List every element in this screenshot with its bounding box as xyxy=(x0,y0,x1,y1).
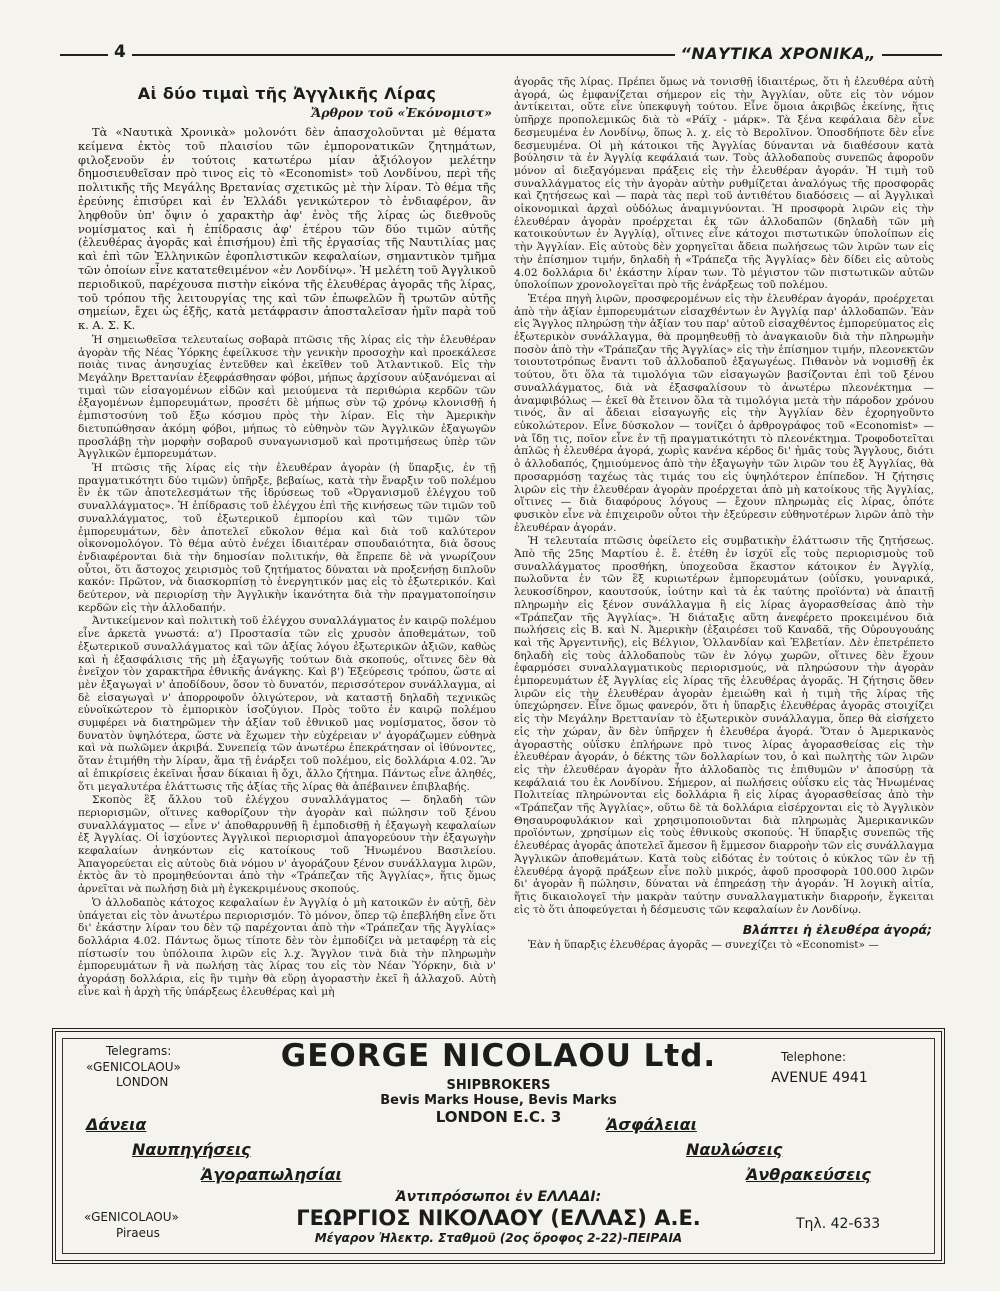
piraeus-city: Piraeus xyxy=(116,1226,160,1240)
greece-representatives-label: Ἀντιπρόσωποι ἐν ΕΛΛΑΔΙ: xyxy=(395,1189,602,1205)
left-paragraph: Ἀντικείμενον καὶ πολιτικὴ τοῦ ἐλέγχου συναλλάγματος ἐν καιρῷ πολέμου εἶνε ἀρκετὰ γνωστά: α') Προστασία τῶν εἰς χρυσὸν ἀποθεμάτων, τοῦ ἐξωτερικοῦ συναλλάγματος καὶ τῶν ἀξίας λόγου ἐξωτερικῶν ἀξιῶν, καθὼς καὶ ἡ ἐξασφάλισις τῆς μὴ ἐξαγωγῆς τούτων διὰ σκοπούς, οἵτινες δὲν θὰ ἐνεῖχον τὸν χαρακτῆρα ἐθνικῆς ἀνάγκης. Καὶ β') Ἐξεύρεσις τρόπου, ὥστε αἱ μὲν ἐξαγωγαὶ ν' ἀποδίδουν, ὅσον τὸ δυνατόν, περισσότερον συνάλλαγμα, αἱ δὲ εἰσαγωγαὶ ν' ἀπορροφοῦν ὀλιγώτερον, νὰ καταστῇ δηλαδὴ τεχνικῶς εὐνοϊκώτερον τὸ ἐμπορικὸν ἰσοζύγιον. Πρὸς τοῦτο ἐν καιρῷ πολέμου συμφέρει νὰ διατηρῶμεν τὴν ἀξίαν τοῦ ἐθνικοῦ μας νομίσματος, ὅσον τὸ δυνατὸν ὑψηλότερα, ὥστε νὰ ἔχωμεν τὴν εὐχέρειαν ν' ἀγοράζωμεν εὐθηνὰ καὶ νὰ πωλῶμεν ἀκριβά. Συνεπείᾳ τῶν ἀνωτέρω ἐπεκράτησαν οἱ ἰθύνοντες, ὅταν ἐτιμήθη τὴν λίραν, ἅμα τῇ ἐνάρξει τοῦ πολέμου, εἰς δολλάρια 4.02. Ἂν αἱ ἐπικρίσεις ἐκεῖναι ἦσαν δίκαιαι ἢ ὄχι, ἄλλο ζήτημα. Πάντως εἶνε ἀληθές, ὅτι μεγαλυτέρα ἐλάττωσις τῆς ἀξίας τῆς λίρας θὰ ἀπέβαινεν ἐπιβλαβής. xyxy=(78,615,496,793)
telegrams-city: LONDON xyxy=(116,1075,169,1089)
greece-telephone: Τηλ. 42-633 xyxy=(796,1216,881,1232)
telephone-number: AVENUE 4941 xyxy=(771,1070,868,1086)
page-number: 4 xyxy=(108,42,132,62)
piraeus-telegrams-code: «GENICOLAOU» xyxy=(84,1210,179,1224)
article-title: Αἱ δύο τιμαὶ τῆς Ἀγγλικῆς Λίρας xyxy=(137,84,437,103)
closing-line: Ἐὰν ἡ ὕπαρξις ἐλευθέρας ἀγορᾶς — συνεχίζει τὸ «Economist» — xyxy=(528,939,879,952)
company-address: Bevis Marks House, Bevis Marks xyxy=(380,1093,617,1108)
service-chartering: Ναυλώσεις xyxy=(686,1140,783,1159)
right-paragraph: ἀγορᾶς τῆς λίρας. Πρέπει ὅμως νὰ τονισθῇ ἰδιαιτέρως, ὅτι ἡ ἐλευθέρα αὐτὴ ἀγορά, ὡς ἐμφανίζεται σήμερον εἰς τὴν Ἀγγλίαν, οὔτε εἰς τὸν νόμον ἀντίκειται, οὔτε εἶνε ὑπεκφυγὴ τούτου. Εἶνε ὅμοια ἀκριβῶς ἐκείνης, ἥτις ὑπῆρχε προπολεμικῶς διὰ τὸ «Ράϊχ - μάρκ». Τὰ ξένα κεφάλαια δὲν εἶνε δεσμευμένα ἐν Λονδίνῳ, ὅπως λ. χ. εἰς τὸ Βερολῖνον. Ὁποσδήποτε δὲν εἶνε δεσμευμένα. Οἱ μὴ κάτοικοι τῆς Ἀγγλίας δύνανται νὰ διαθέσουν κατὰ βούλησιν τὰ ἐν Ἀγγλίᾳ κεφάλαιά των. Τοὺς ἀλλοδαποὺς συνεπῶς ἀφοροῦν μόνον αἱ διεξαγόμεναι πράξεις εἰς τὴν ἐλευθέραν ἀγοράν. Ἡ τιμὴ τοῦ συναλλάγματος εἰς τὴν ἀγορὰν αὐτὴν ρυθμίζεται ἀναλόγως τῆς προσφορᾶς καὶ ζητήσεως καὶ — παρὰ τὰς περὶ τοῦ ἀντιθέτου διαδόσεις — αἱ Ἀγγλικαὶ οἰκονομικαὶ ἀρχαὶ οὐδόλως ἀναμιγνύονται. Ἡ προσφορὰ λιρῶν εἰς τὴν ἐλευθέραν ἀγορὰν προέρχεται ἐκ τῶν ἀλλοδαπῶν (δηλαδὴ τῶν μὴ κατοικούντων ἐν Ἀγγλίᾳ), οἵτινες εἶνε κάτοχοι πιστωτικῶν ὑπολοίπων εἰς τὴν Ἀγγλίαν. Εἰς αὐτοὺς δὲν χορηγεῖται ἄδεια πωλήσεως τῶν λιρῶν των εἰς τὴν ἐπίσημον τιμήν, δηλαδὴ ἡ «Τράπεζα τῆς Ἀγγλίας» δὲν δίδει εἰς αὐτοὺς 4.02 δολλάρια δι' ἑκάστην λίραν των. Τὸ μέγιστον τῶν πιστωτικῶν αὐτῶν ὑπολοίπων χρονολογεῖται πρὸ τῆς ἐνάρξεως τοῦ πολέμου. xyxy=(514,76,934,292)
greece-address: Μέγαρον Ἠλεκτρ. Σταθμοῦ (2ος ὄροφος 2-22)-ΠΕΙΡΑΙΑ xyxy=(314,1231,683,1245)
article-subtitle: Ἄρθρον τοῦ «Ἐκόνομιστ» xyxy=(310,105,492,120)
telegrams-code: «GENICOLAOU» xyxy=(86,1060,181,1074)
advertisement-box xyxy=(52,1028,945,1264)
masthead: “ΝΑΥΤΙΚΑ ΧΡΟΝΙΚΑ„ xyxy=(675,44,882,63)
company-city: LONDON E.C. 3 xyxy=(435,1108,562,1126)
service-loans: Δάνεια xyxy=(86,1115,147,1134)
service-insurance: Ἀσφάλειαι xyxy=(606,1115,697,1134)
article-intro: Τὰ «Ναυτικὰ Χρονικὰ» μολονότι δὲν ἀπασχολοῦνται μὲ θέματα κείμενα ἐκτὸς τοῦ πλαισίου τῶν ἐμπορονατικῶν ζητημάτων, φιλοξενοῦν ἐν τούτοις κατωτέρω μίαν ἀξιόλογον μελέτην δημοσιευθεῖσαν πρὸ τινος εἰς τὸ «Economist» τοῦ Λονδίνου, περὶ τῆς πολιτικῆς τῆς Μεγάλης Βρετανίας σχετικῶς μὲ τὴν λίραν. Τὸ θέμα τῆς ἐρεύνης ἐπισύρει καὶ ἐν Ἑλλάδι γενικώτερον τὸ ἐνδιαφέρον, ἂν ληφθοῦν ὑπ' ὄψιν ὁ χαρακτὴρ ἀφ' ἑνὸς τῆς λίρας ὡς διεθνοῦς νομίσματος καὶ ἡ ἐπίδρασις ἀφ' ἑτέρου τῶν δύο τιμῶν αὐτῆς (ἐλευθέρας ἀγορᾶς καὶ ἐπισήμου) ἐπὶ τῆς ἐργασίας τῆς Ναυτιλίας μας καὶ ἐπὶ τῶν Ἑλληνικῶν ἐφοπλιστικῶν κεφαλαίων, σημαντικὸν τμῆμα τῶν ὁποίων εἶνε κατατεθειμένον «ἐν Λονδίνῳ». Ἡ μελέτη τοῦ Ἀγγλικοῦ περιοδικοῦ, παρέχουσα πιστὴν εἰκόνα τῆς ἐλευθέρας ἀγορᾶς τῆς λίρας, τοῦ τρόπου τῆς λειτουργίας της καὶ τῶν ἐπωφελῶν ἢ τρωτῶν αὐτῆς σημείων, ἔχει ὡς ἑξῆς, κατὰ μετάφρασιν ἀποσταλεῖσαν ἡμῖν παρὰ τοῦ κ. Α. Σ. Κ. xyxy=(78,125,496,333)
right-paragraph: Ἡ τελευταία πτῶσις ὀφείλετο εἰς συμβατικὴν ἐλάττωσιν τῆς ζητήσεως. Ἀπὸ τῆς 25ης Μαρτίου ἐ. ἔ. ἐτέθη ἐν ἰσχύϊ εἷς τοὺς περιορισμοὺς τοῦ συναλλάγματος προσθήκη, ὑποχεοῦσα ἕκαστον κάτοικον ἐν Ἀγγλίᾳ, πωλοῦντα ἐν τῶν ἓξ κυριωτέρων ἐμπορευμάτων (οὐΐσκυ, γουναρικά, λευκοσίδηρον, καουτσούκ, ἰούτην καὶ τὰ ἐκ ταύτης προϊόντα) νὰ ἀπαιτῇ πληρωμὴν εἰς ξένον συνάλλαγμα ἢ εἰς λίρας ἀγορασθείσας ἀπὸ τὴν «Τράπεζαν τῆς Ἀγγλίας». Ἡ διάταξις αὕτη ἀνεφέρετο προκειμένου διὰ πωλήσεις εἰς Β. καὶ Ν. Ἀμερικὴν (ἐξαιρέσει τοῦ Καναδᾶ, τῆς Οὐρουγουάης καὶ τῆς Ἀργεντινῆς), εἰς Βέλγιον, Ὁλλανδίαν καὶ Ἑλβετίαν. Δὲν ἐπετρέπετο δηλαδὴ εἰς τοὺς ἀλλοδαποὺς τῶν ἐν λόγῳ χωρῶν, οἵτινες δὲν ἔχουν ἐφαρμόσει συναλλαγματικοὺς περιορισμούς, νὰ πληρώσουν τὴν ἀγορὰν ἐμπορευμάτων ἐξ Ἀγγλίας εἰς λίρας τῆς ἐλευθέρας ἀγορᾶς. Ἡ ζήτησις ὅθεν λιρῶν εἰς τὴν ἐλευθέραν ἀγορὰν ἐμειώθη καὶ ἡ τιμὴ τῆς λίρας τῆς ὑπεχώρησεν. Εἶνε ὅμως φανερόν, ὅτι ἡ ὕπαρξις ἐλευθέρας ἀγορᾶς στοιχίζει εἰς τὴν Μεγάλην Βρεττανίαν τὸ ἐξωτερικὸν συνάλλαγμα, ὅπερ θὰ εἰσήχετο εἰς τὴν χώραν, ἂν δὲν ὑπῆρχεν ἡ ἐλευθέρα ἀγορά. Ὅταν ὁ Ἀμερικανὸς ἀγοραστὴς οὐΐσκυ ἐπλήρωνε πρὸ τινος λίρας ἀγορασθείσας εἰς τὴν ἐλευθέραν ἀγοράν, ὁ δέκτης τῶν δολλαρίων του, ὁ καὶ πωλητὴς τῶν λιρῶν εἰς τὴν ἐλευθέραν ἀγορὰν ἦτο ἀλλοδαπὸς τις ἐπιθυμῶν ν' ἀποσύρῃ τὰ κεφάλαιά του ἐκ Λονδίνου. Σήμερον, αἱ πωλήσεις οὐΐσκυ εἰς τὰς Ἡνωμένας Πολιτείας πληρώνονται εἰς δολλάρια ἢ εἰς λίρας ἀγορασθείσας ἀπὸ τὴν «Τράπεζαν τῆς Ἀγγλίας», οὕτω δὲ τὰ δολλάρια εἰσέρχονται εἰς τὸ Ἀγγλικὸν Θησαυροφυλάκιον καὶ χρησιμοποιοῦνται διὰ πληρωμὰς Ἀμερικανικῶν προϊόντων, χρησίμων εἰς τοὺς ἐθνικοὺς σκοπούς. Ἡ ὕπαρξις συνεπῶς τῆς ἐλευθέρας ἀγορᾶς ἀποτελεῖ ἄμεσον ἢ ἔμμεσον διαρροὴν τῶν εἰς συνάλλαγμα Ἀγγλικῶν ἀποθεμάτων. Κατὰ τοὺς εἰδότας ἐν τούτοις ὁ κύκλος τῶν ἐν τῇ ἐλευθέρᾳ ἀγορᾷ πράξεων εἶνε πολὺ μικρός, ἀφοῦ προσφορὰ 100.000 λιρῶν δι' ἀγορὰν ἢ πώλησιν, δύναται νὰ ἐπηρεάσῃ τὴν ἀγοράν. Ἡ λογικὴ αἰτία, ἥτις δικαιολογεῖ τὴν μακρὰν ταύτην συναλλαγματικὴν διαρροήν, ἔγκειται εἰς τὸ ὅτι ἀποφεύγεται ἡ δέσμευσις τῶν κεφαλαίων ἐν Λονδίνῳ. xyxy=(514,535,934,916)
service-bunkering: Ἀνθρακεύσεις xyxy=(746,1165,871,1184)
business-type: SHIPBROKERS xyxy=(446,1078,551,1093)
left-paragraph: Σκοπὸς ἓξ ἄλλου τοῦ ἐλέγχου συναλλάγματος — δηλαδὴ τῶν περιορισμῶν, οἵτινες καθορίζουν τὴν ἀγορὰν καὶ πώλησιν τοῦ ξένου συναλλάγματος — εἶνε ν' ἀποθαρρυνθῇ ἢ ἐμποδισθῇ ἡ ἐξαγωγὴ κεφαλαίων ἐξ Ἀγγλίας. Οἱ ἰσχύοντες Ἀγγλικοὶ περιορισμοὶ ἀπαγορεύουν τὴν ἐξαγωγὴν κεφαλαίων ἀνηκόντων εἰς κατοίκους τοῦ Ἡνωμένου Βασιλείου. Ἀπαγορεύεται εἰς αὐτοὺς διὰ νόμου ν' ἀγοράζουν ξένον συνάλλαγμα λιρῶν, ἐκτὸς ἂν τὸ προμηθεύονται ἀπὸ τὴν «Τράπεζαν τῆς Ἀγγλίας», ἥτις ὅμως ἀρνεῖται νὰ πωλήσῃ διὰ μὴ ἐγκεκριμένους σκοπούς. xyxy=(78,794,496,896)
service-shipbuilding: Ναυπηγήσεις xyxy=(132,1140,251,1159)
section-heading: Βλάπτει ἡ ἐλευθέρα ἀγορά; xyxy=(742,922,932,938)
telegrams-label: Telegrams: xyxy=(106,1044,172,1058)
service-sales: Ἀγοραπωλησίαι xyxy=(201,1165,342,1184)
company-name: GEORGE NICOLAOU Ltd. xyxy=(280,1038,717,1074)
left-paragraph: Ἡ πτῶσις τῆς λίρας εἰς τὴν ἐλευθέραν ἀγορὰν (ἡ ὕπαρξις, ἐν τῇ πραγματικότητι δύο τιμῶν) ὑπῆρξε, βεβαίως, κατὰ τὴν ἔναρξιν τοῦ πολέμου ἓν ἐκ τῶν ἀποτελεσμάτων τῆς ἱδρύσεως τοῦ «Ὀργανισμοῦ ἐλέγχου τοῦ συναλλάγματος». Ἡ ἐπίδρασις τοῦ ἐλέγχου ἐπὶ τῆς κινήσεως τῶν τιμῶν τοῦ συναλλάγματος, τοῦ ἐξωτερικοῦ ἐμπορίου καὶ τῶν τιμῶν τῶν ἐμπορευμάτων, δὲν ἀποτελεῖ εὔκολον θέμα καὶ διὰ τοῦ καλύτερον οἰκονομολόγον. Τὸ θέμα αὐτὸ ἐνέχει ἰδιαιτέραν σπουδαιότητα, διὰ ὅσους ἐνδιαφέρονται διὰ τὴν δημοσίαν πολιτικήν, θὰ ἔπρεπε δὲ νὰ γνωρίζουν οὗτοι, ὅτι ἄστοχος χειρισμὸς τοῦ ζητήματος δύναται νὰ προξενήσῃ διπλοῦν κακόν: Πρῶτον, νὰ διασκορπίσῃ τὸ ἐνεργητικόν μας εἰς τὸ ἐξωτερικόν. Καὶ δεύτερον, νὰ περιορίσῃ τὴν Ἀγγλικὴν ἱκανότητα διὰ τὴν πραγματοποίησιν κερδῶν εἰς τὴν ἀλλοδαπήν. xyxy=(78,461,496,614)
page-header xyxy=(60,44,942,66)
right-paragraph: Ἑτέρα πηγὴ λιρῶν, προσφερομένων εἰς τὴν ἐλευθέραν ἀγοράν, προέρχεται ἀπὸ τὴν ἀξίαν ἐμπορευμάτων εἰσαχθέντων ἐν Ἀγγλίᾳ παρ' ἀλλοδαπῶν. Ἐὰν εἰς Ἄγγλος πληρώσῃ τὴν ἀξίαν του παρ' αὐτοῦ εἰσαχθέντος ἐμπορεύματος εἰς ἐξωτερικὸν συνάλλαγμα, θὰ προμηθευθῇ τὸ ἀναγκαιοῦν διὰ τὴν πληρωμὴν ποσὸν ἀπὸ τὴν «Τράπεζαν τῆς Ἀγγλίας» εἰς τὴν ἐπίσημον τιμήν, πλεονεκτῶν τοιουτοτρόπως ἔναντι τοῦ ἀλλοδαποῦ ἐξαγωγέως. Πιθανὸν νὰ νομισθῇ ἐκ τούτου, ὅτι ὅλα τὰ τιμολόγια τῶν εἰσαγωγῶν βασίζονται ἐπὶ τοῦ ξένου συναλλάγματος, διὰ νὰ ἐξασφαλίσουν τὸ ἀνωτέρω πλεονέκτημα — ἀναμφιβόλως — ἐκεῖ θὰ ἔτεινον ὅλα τὰ τιμολόγια μετὰ τὴν πάροδον χρόνου τινός, ἂν αἱ ἄδειαι εἰσαγωγῆς εἰς τὴν Ἀγγλίαν δὲν ἐχορηγοῦντο εὐκολώτερον. Εἶνε δύσκολον — τονίζει ὁ ἀρθρογράφος τοῦ «Economist» — νὰ ἴδῃ τις, ποῖον εἶνε ἐν τῇ πραγματικότητι τὸ πλεονέκτημα. Τροφοδοτεῖται ἁπλῶς ἡ ἐλευθέρα ἀγορά, χωρὶς κανένα κέρδος δι' ἡμᾶς τοὺς Ἄγγλους, διότι ὁ ἀλλοδαπός, ζημιούμενος ἀπὸ τὴν ἐξαγωγὴν τῶν λιρῶν του ἐξ Ἀγγλίας, θὰ προσαρμόσῃ ταχέως τὰς τιμάς του εἰς ὑψηλότερον ἐπίπεδον. Ἡ ζήτησις λιρῶν εἰς τὴν ἐλευθέραν ἀγορὰν προέρχεται ἀπὸ μὴ κατοίκους τῆς Ἀγγλίας, οἵτινες — διὰ διαφόρους λόγους — ἔχουν πληρωμὰς εἰς λίρας, ὁπότε φυσικὸν εἶνε νὰ ἐπιχειροῦν οὗτοι τὴν ἐξεύρεσιν εὐθηνοτέρων λιρῶν ἀπὸ τὴν ἐλευθέραν ἀγοράν. xyxy=(514,292,934,534)
left-column xyxy=(78,76,496,1026)
right-column xyxy=(514,76,934,1026)
greece-company-name: ΓΕΩΡΓΙΟΣ ΝΙΚΟΛΑΟΥ (ΕΛΛΑΣ) Α.Ε. xyxy=(296,1206,701,1230)
left-paragraph: Ἡ σημειωθεῖσα τελευταίως σοβαρὰ πτῶσις τῆς λίρας εἰς τὴν ἐλευθέραν ἀγορὰν τῆς Νέας Ὑόρκης ἐφείλκυσε τὴν γενικὴν προσοχὴν καὶ προεκάλεσε ποιὰς τινας ἀνησυχίας ἐντεῦθεν καὶ ἐκεῖθεν τοῦ Ἀτλαντικοῦ. Εἰς τὴν Μεγάλην Βρεττανίαν ἐξεφράσθησαν φόβοι, μήπως ἀρχίσουν αὐξανόμεναι αἱ τιμαὶ τῶν εἰσαγομένων εἰδῶν καὶ μειούμενα τὰ περιθώρια κερδῶν τῶν ἐξαγομένων ἐμπορευμάτων, προσέτι δὲ μήπως σὺν τῷ χρόνῳ κλονισθῇ ἡ ἐμπιστοσύνη τοῦ ἔξω κόσμου πρὸς τὴν λίραν. Εἰς τὴν Ἀμερικὴν διετυπώθησαν ἀκόμη φόβοι, μήπως τὸ εὐθηνὸν τῶν Ἀγγλικῶν ἐξαγωγῶν προσλάβῃ τὴν μορφὴν σοβαροῦ συναγωνισμοῦ καὶ προτιμήσεως ὑπὲρ τῶν Ἀγγλικῶν ἐμπορευμάτων. xyxy=(78,333,496,461)
left-paragraph: Ὁ ἀλλοδαπὸς κάτοχος κεφαλαίων ἐν Ἀγγλίᾳ ὁ μὴ κατοικῶν ἐν αὐτῇ, δὲν ὑπάγεται εἰς τὸν ἀνωτέρω περιορισμόν. Τὸ μόνον, ὅπερ τῷ ἐπεβλήθη εἶνε ὅτι δι' ἑκάστην λίραν του δὲν τῷ παρέχονται ἀπὸ τὴν «Τράπεζαν τῆς Ἀγγλίας» δολλάρια 4.02. Πάντως ὅμως τίποτε δὲν τὸν ἐμποδίζει νὰ μεταφέρῃ τὰ εἰς πίστωσίν του ὑπόλοιπα λιρῶν εἰς λ.χ. Ἄγγλον τινὰ διὰ τὴν πληρωμὴν ἐμπορευμάτων ἢ νὰ πωλήσῃ τὰς λίρας του εἰς τὸν Νέαν Ὑόρκην, διὰ ν' ἀγοράσῃ δολλάρια, εἰς ἣν τιμὴν θὰ εὕρῃ ἀγοραστὴν ἐκεῖ ἢ ἀλλαχοῦ. Αὐτὴ εἶνε καὶ ἡ ἀρχὴ τῆς ὑπάρξεως ἐλευθέρας καὶ μὴ xyxy=(78,896,496,998)
telephone-label: Telephone: xyxy=(781,1050,846,1064)
